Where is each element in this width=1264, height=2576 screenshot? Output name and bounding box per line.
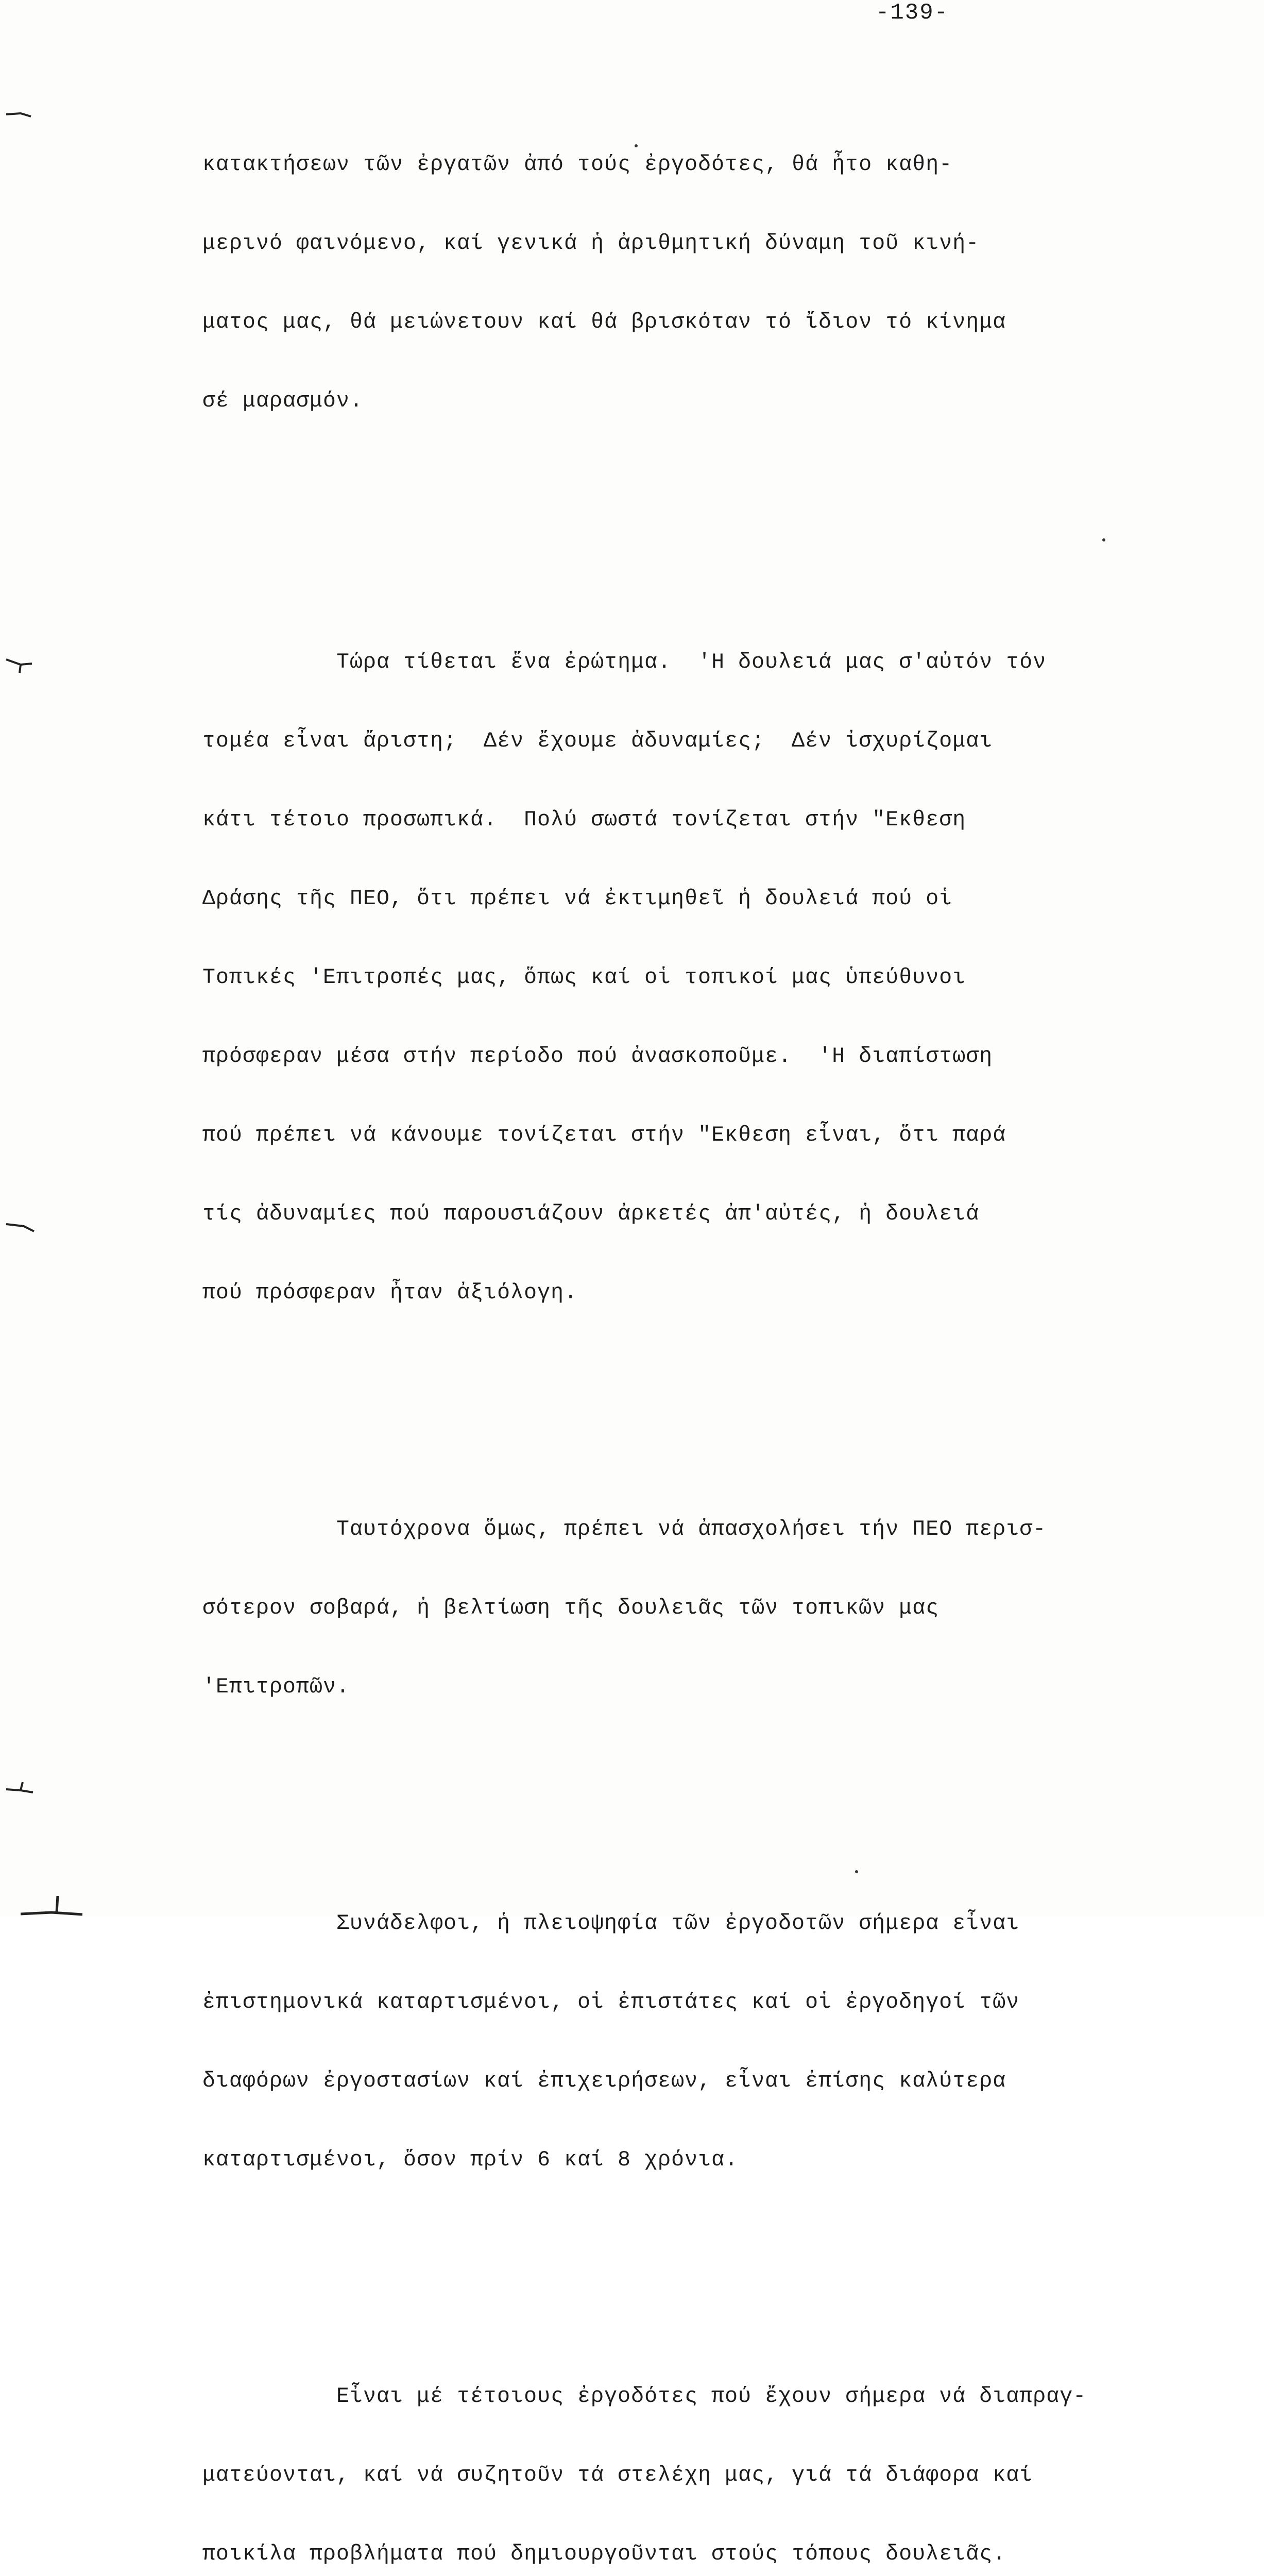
text-line: Συνάδελφοι, ἡ πλειοψηφία τῶν ἐργοδοτῶν σήμερα εἶναι (202, 1911, 1020, 1936)
text-line: Δράσης τῆς ΠΕΟ, ὅτι πρέπει νά ἐκτιμηθεῖ ἡ δουλειά πού οἱ (202, 887, 953, 911)
text-line: ματος μας, θά μειώνετουν καί θά βρισκόταν τό ἴδιον τό κίνημα (202, 310, 1006, 334)
text-line: σότερον σοβαρά, ἡ βελτίωση τῆς δουλειᾶς τῶν τοπικῶν μας (202, 1596, 940, 1620)
text-line: ποικίλα προβλήματα πού δημιουργοῦνται στούς τόπους δουλειᾶς. (202, 2542, 1006, 2566)
margin-mark (5, 654, 36, 675)
text-line: κατακτήσεων τῶν ἐργατῶν ἀπό τούς ἐργοδότες, θά ἦτο καθη- (202, 152, 953, 177)
margin-mark (5, 103, 36, 124)
text-line: ἐπιστημονικά καταρτισμένοι, οἱ ἐπιστάτες καί οἱ ἐργοδηγοί τῶν (202, 1990, 1020, 2014)
text-line: πρόσφεραν μέσα στήν περίοδο πού ἀνασκοποῦμε. 'Η διαπίστωση (202, 1044, 993, 1069)
scan-speck (855, 1870, 858, 1873)
text-line: Τώρα τίθεται ἕνα ἐρώτημα. 'Η δουλειά μας σ'αὐτόν τόν (202, 650, 1047, 674)
scan-speck (1102, 538, 1105, 541)
paragraph (202, 597, 1227, 1359)
text-line: πού πρόσφεραν ἦταν ἀξιόλογη. (202, 1281, 578, 1305)
scan-speck (635, 144, 638, 147)
text-line: τίς ἀδυναμίες πού παρουσιάζουν ἀρκετές ἀπ'αὐτές, ἡ δουλειά (202, 1202, 980, 1226)
text-line: διαφόρων ἐργοστασίων καί ἐπιχειρήσεων, εἶναι ἐπίσης καλύτερα (202, 2069, 1006, 2093)
text-line: Τοπικές 'Επιτροπές μας, ὅπως καί οἱ τοπικοί μας ὑπεύθυνοι (202, 965, 966, 990)
margin-mark (5, 1216, 36, 1236)
text-line: Ταυτόχρονα ὅμως, πρέπει νά ἀπασχολήσει τήν ΠΕΟ περισ- (202, 1517, 1047, 1541)
text-line: καταρτισμένοι, ὅσον πρίν 6 καί 8 χρόνια. (202, 2148, 739, 2172)
margin-mark (5, 1780, 36, 1801)
text-line: Εἶναι μέ τέτοιους ἐργοδότες πού ἔχουν σήμερα νά διαπραγ- (202, 2384, 1087, 2409)
text-line: 'Επιτροπῶν. (202, 1675, 350, 1699)
text-line: σέ μαρασμόν. (202, 389, 364, 413)
text-line: μερινό φαινόμενο, καί γενικά ἡ ἀριθμητική δύναμη τοῦ κινή- (202, 231, 980, 256)
document-body (202, 46, 1227, 2576)
page-number: -139- (876, 0, 949, 26)
paragraph (202, 2331, 1227, 2576)
text-line: τομέα εἶναι ἄριστη; Δέν ἔχουμε ἀδυναμίες; Δέν ἰσχυρίζομαι (202, 729, 993, 753)
margin-mark (21, 1891, 93, 1917)
text-line: κάτι τέτοιο προσωπικά. Πολύ σωστά τονίζεται στήν "Εκθεση (202, 808, 966, 832)
paragraph (202, 99, 1227, 467)
paragraph (202, 1464, 1227, 1753)
paragraph (202, 1858, 1227, 2226)
text-line: ματεύονται, καί νά συζητοῦν τά στελέχη μας, γιά τά διάφορα καί (202, 2463, 1033, 2487)
text-line: πού πρέπει νά κάνουμε τονίζεται στήν "Εκθεση εἶναι, ὅτι παρά (202, 1123, 1006, 1147)
